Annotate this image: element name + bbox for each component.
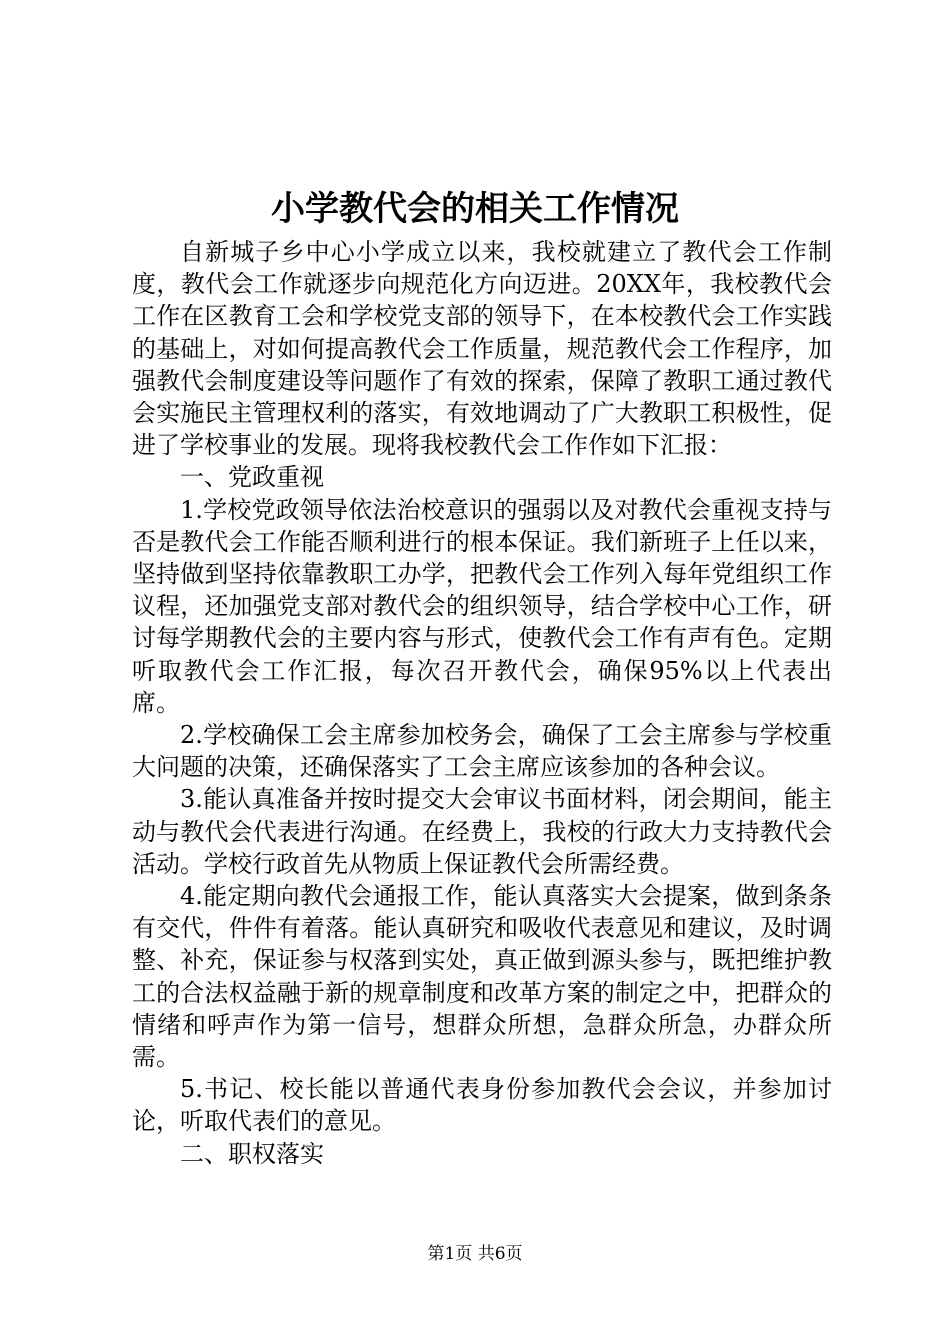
- section-heading-2: 二、职权落实: [180, 1139, 324, 1168]
- paragraph-item-4: 4.能定期向教代会通报工作，能认真落实大会提案，做到条条有交代，件件有着落。能认真研究和吸收代表意见和建议，及时调整、补充，保证参与权落到实处，真正做到源头参与，既把维护教工的合法权益融于新的规章制度和改革方案的制定之中，把群众的情绪和呼声作为第一信号，想群众所想，急群众所急，办群众所需。: [132, 882, 832, 1072]
- paragraph-item-3: 3.能认真准备并按时提交大会审议书面材料，闭会期间，能主动与教代会代表进行沟通。在经费上，我校的行政大力支持教代会活动。学校行政首先从物质上保证教代会所需经费。: [132, 785, 832, 878]
- section-heading-1: 一、党政重视: [180, 463, 324, 492]
- document-title: 小学教代会的相关工作情况: [271, 189, 679, 229]
- document-body: [132, 236, 832, 1170]
- paragraph-item-5: 5.书记、校长能以普通代表身份参加教代会会议，并参加讨论，听取代表们的意见。: [132, 1075, 832, 1136]
- page-footer: 第1页 共6页: [427, 1244, 523, 1264]
- paragraph-intro: 自新城子乡中心小学成立以来，我校就建立了教代会工作制度，教代会工作就逐步向规范化方向迈进。20XX年，我校教代会工作在区教育工会和学校党支部的领导下，在本校教代会工作实践的基础上，对如何提高教代会工作质量，规范教代会工作程序，加强教代会制度建设等问题作了有效的探索，保障了教职工通过教代会实施民主管理权利的落实，有效地调动了广大教职工积极性，促进了学校事业的发展。现将我校教代会工作作如下汇报：: [132, 238, 832, 460]
- paragraph-item-2: 2.学校确保工会主席参加校务会，确保了工会主席参与学校重大问题的决策，还确保落实了工会主席应该参加的各种会议。: [132, 721, 832, 782]
- paragraph-item-1: 1.学校党政领导依法治校意识的强弱以及对教代会重视支持与否是教代会工作能否顺利进行的根本保证。我们新班子上任以来，坚持做到坚持依靠教职工办学，把教代会工作列入每年党组织工作议程，还加强党支部对教代会的组织领导，结合学校中心工作，研讨每学期教代会的主要内容与形式，使教代会工作有声有色。定期听取教代会工作汇报，每次召开教代会，确保95%以上代表出席。: [132, 495, 832, 717]
